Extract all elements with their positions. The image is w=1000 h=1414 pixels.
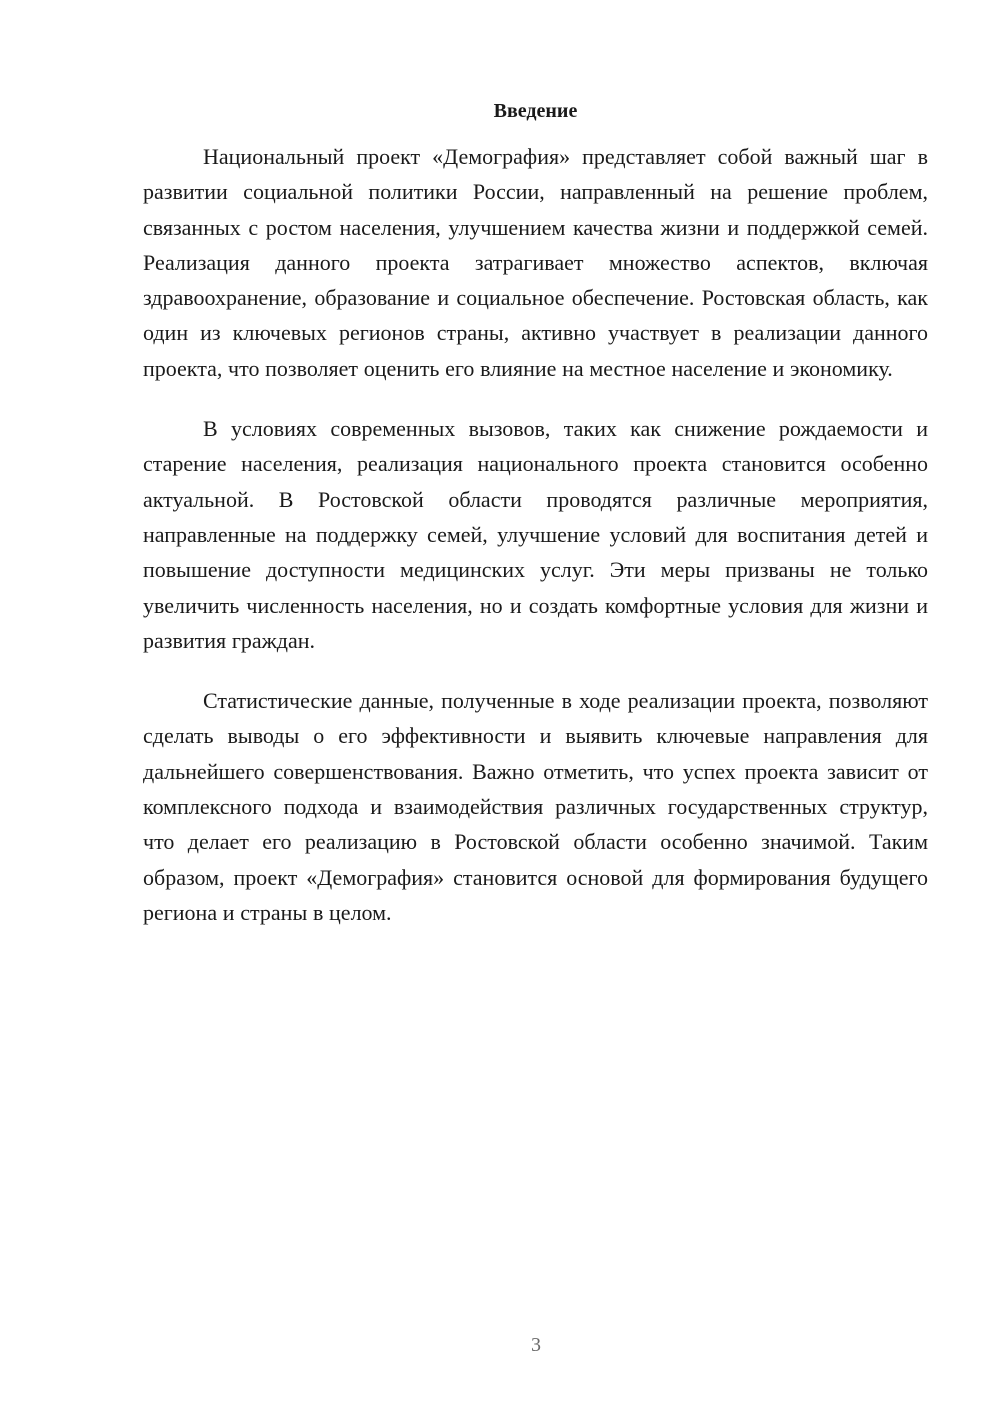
paragraph-2: В условиях современных вызовов, таких как снижение рождаемости и старение населения, реализация национального проекта становится особенно актуальной. В Ростовской области проводятся различные мероприятия, направленные на поддержку семей, улучшение условий для воспитания детей и повышение доступности медицинских услуг. Эти меры призваны не только увеличить численность населения, но и создать комфортные условия для жизни и развития граждан.: [143, 416, 928, 653]
page-number: 3: [531, 1334, 541, 1356]
paragraph-1: Национальный проект «Демография» представляет собой важный шаг в развитии социальной политики России, направленный на решение проблем, связанных с ростом населения, улучшением качества жизни и поддержкой семей. Реализация данного проекта затрагивает множество аспектов, включая здравоохранение, образование и социальное обеспечение. Ростовская область, как один из ключевых регионов страны, активно участвует в реализации данного проекта, что позволяет оценить его влияние на местное население и экономику.: [143, 144, 928, 381]
page-content: [143, 96, 928, 930]
section-title: Введение: [493, 100, 578, 122]
paragraph-3: Статистические данные, полученные в ходе реализации проекта, позволяют сделать выводы о его эффективности и выявить ключевые направления для дальнейшего совершенствования. Важно отметить, что успех проекта зависит от комплексного подхода и взаимодействия различных государственных структур, что делает его реализацию в Ростовской области особенно значимой. Таким образом, проект «Демография» становится основой для формирования будущего региона и страны в целом.: [143, 688, 928, 925]
